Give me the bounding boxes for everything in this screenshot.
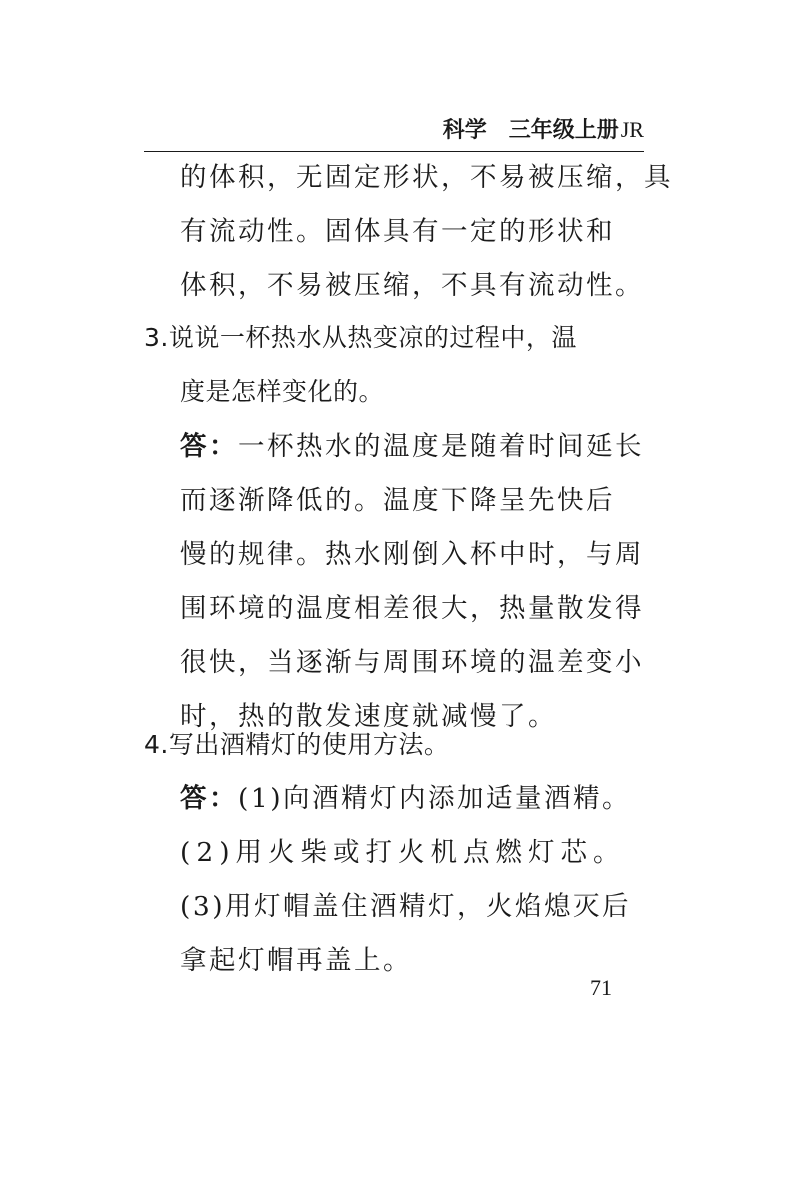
- question-3-cont: 度是怎样变化的。: [180, 377, 385, 406]
- question-3: 3.说说一杯热水从热变凉的过程中，温: [144, 323, 577, 352]
- header-rule: [144, 151, 644, 152]
- answer-4-line: [180, 779, 631, 819]
- answer-3-line: 围环境的温度相差很大，热量散发得: [180, 593, 644, 624]
- answer-label: 答：: [180, 783, 238, 814]
- answer-4-line: 拿起灯帽再盖上。: [180, 945, 412, 976]
- answer-label: 答：: [180, 431, 238, 462]
- text-line: 体积，不易被压缩，不具有流动性。: [180, 270, 644, 301]
- answer-3-line: 慢的规律。热水刚倒入杯中时，与周: [180, 539, 644, 570]
- answer-3-line: 很快，当逐渐与周围环境的温差变小: [180, 647, 644, 678]
- answer-text: (1)向酒精灯内添加适量酒精。: [238, 783, 632, 814]
- header-subject: 科学: [442, 118, 487, 143]
- header-grade: 三年级上册: [508, 118, 619, 143]
- text-line: 有流动性。固体具有一定的形状和: [180, 216, 615, 247]
- page-number: 71: [590, 975, 612, 1000]
- question-4: 4.写出酒精灯的使用方法。: [144, 730, 450, 759]
- running-header: [144, 112, 644, 148]
- answer-3-line: 而逐渐降低的。温度下降呈先快后: [180, 485, 615, 516]
- text-line: 的体积，无固定形状，不易被压缩，具: [180, 162, 673, 193]
- answer-3-line: [180, 427, 644, 467]
- answer-4-line: (2)用火柴或打火机点燃灯芯。: [180, 837, 626, 868]
- answer-3-line: 时，热的散发速度就减慢了。: [180, 701, 557, 732]
- header-edition: JR: [620, 117, 644, 142]
- answer-text: 一杯热水的温度是随着时间延长: [238, 431, 644, 462]
- answer-4-line: (3)用灯帽盖住酒精灯，火焰熄灭后: [180, 891, 632, 922]
